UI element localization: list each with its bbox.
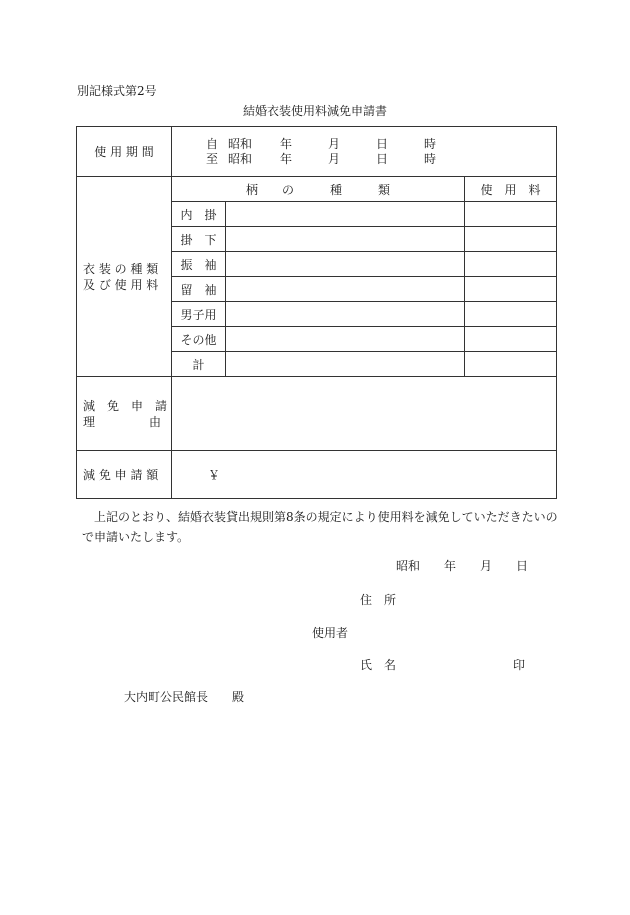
costume-label-line1: 衣 装 の 種 類 (83, 261, 159, 276)
fee-cell[interactable] (465, 352, 557, 377)
pattern-cell[interactable] (226, 302, 465, 327)
application-form-table (76, 126, 557, 499)
from-year: 年 (280, 136, 293, 151)
from-era: 昭和 (228, 136, 253, 151)
date-era: 昭和 (396, 559, 421, 573)
amount-label: 減 免 申 請 額 (77, 451, 172, 499)
fee-cell[interactable] (465, 327, 557, 352)
addressee: 大内町公民館長 殿 (124, 690, 245, 704)
from-prefix: 自 (206, 136, 219, 151)
seal-label: 印 (513, 658, 526, 672)
row-label-mens: 男子用 (172, 302, 226, 327)
reason-label-yu: 由 (148, 414, 161, 429)
document-title: 結婚衣装使用料減免申請書 (242, 104, 387, 118)
pattern-cell[interactable] (226, 277, 465, 302)
date-day: 日 (516, 559, 529, 573)
from-day: 日 (376, 136, 389, 151)
from-month: 月 (328, 136, 341, 151)
costume-label-line2: 及 び 使 用 料 (83, 277, 159, 292)
reason-label-line2 (83, 414, 161, 430)
to-year: 年 (280, 151, 293, 166)
pattern-cell[interactable] (226, 227, 465, 252)
fee-cell[interactable] (465, 252, 557, 277)
period-row (77, 127, 557, 177)
pattern-cell[interactable] (226, 327, 465, 352)
costume-label (77, 177, 172, 377)
to-prefix: 至 (206, 151, 219, 166)
pattern-cell[interactable] (226, 202, 465, 227)
date-month: 月 (480, 559, 493, 573)
row-label-total: 計 (172, 352, 226, 377)
period-to-line (206, 152, 556, 167)
row-label-other: その他 (172, 327, 226, 352)
name-label: 氏 名 (360, 658, 397, 672)
amount-field[interactable] (172, 451, 557, 499)
row-label-kakeshita: 掛 下 (172, 227, 226, 252)
fee-cell[interactable] (465, 202, 557, 227)
reason-label-line1: 減 免 申 請 (83, 398, 168, 413)
form-number: 別記様式第2号 (77, 84, 157, 98)
fee-cell[interactable] (465, 302, 557, 327)
period-field[interactable] (172, 127, 557, 177)
body-paragraph: 上記のとおり、結婚衣装貸出規則第8条の規定により使用料を減免していただきたいので申請いたします。 (82, 510, 558, 544)
date-year: 年 (444, 559, 457, 573)
to-month: 月 (328, 151, 341, 166)
fee-header: 使 用 料 (465, 177, 557, 202)
row-label-furisode: 振 袖 (172, 252, 226, 277)
to-era: 昭和 (228, 151, 253, 166)
to-day: 日 (376, 151, 389, 166)
from-hour: 時 (424, 136, 437, 151)
pattern-cell[interactable] (226, 252, 465, 277)
costume-header-row (77, 177, 557, 202)
yen-symbol: ￥ (208, 468, 221, 482)
row-label-uchikake: 内 掛 (172, 202, 226, 227)
fee-cell[interactable] (465, 277, 557, 302)
reason-field[interactable] (172, 377, 557, 451)
user-label: 使用者 (312, 626, 349, 640)
to-hour: 時 (424, 151, 437, 166)
fee-cell[interactable] (465, 227, 557, 252)
application-date (396, 559, 528, 573)
pattern-type-header: 柄 の 種 類 (172, 177, 465, 202)
address-label: 住 所 (360, 593, 397, 607)
reason-row (77, 377, 557, 451)
pattern-cell[interactable] (226, 352, 465, 377)
amount-row (77, 451, 557, 499)
reason-label-ri: 理 (83, 414, 96, 429)
reason-label (77, 377, 172, 451)
period-from-line (206, 137, 556, 152)
row-label-tomesode: 留 袖 (172, 277, 226, 302)
period-label: 使 用 期 間 (77, 127, 172, 177)
